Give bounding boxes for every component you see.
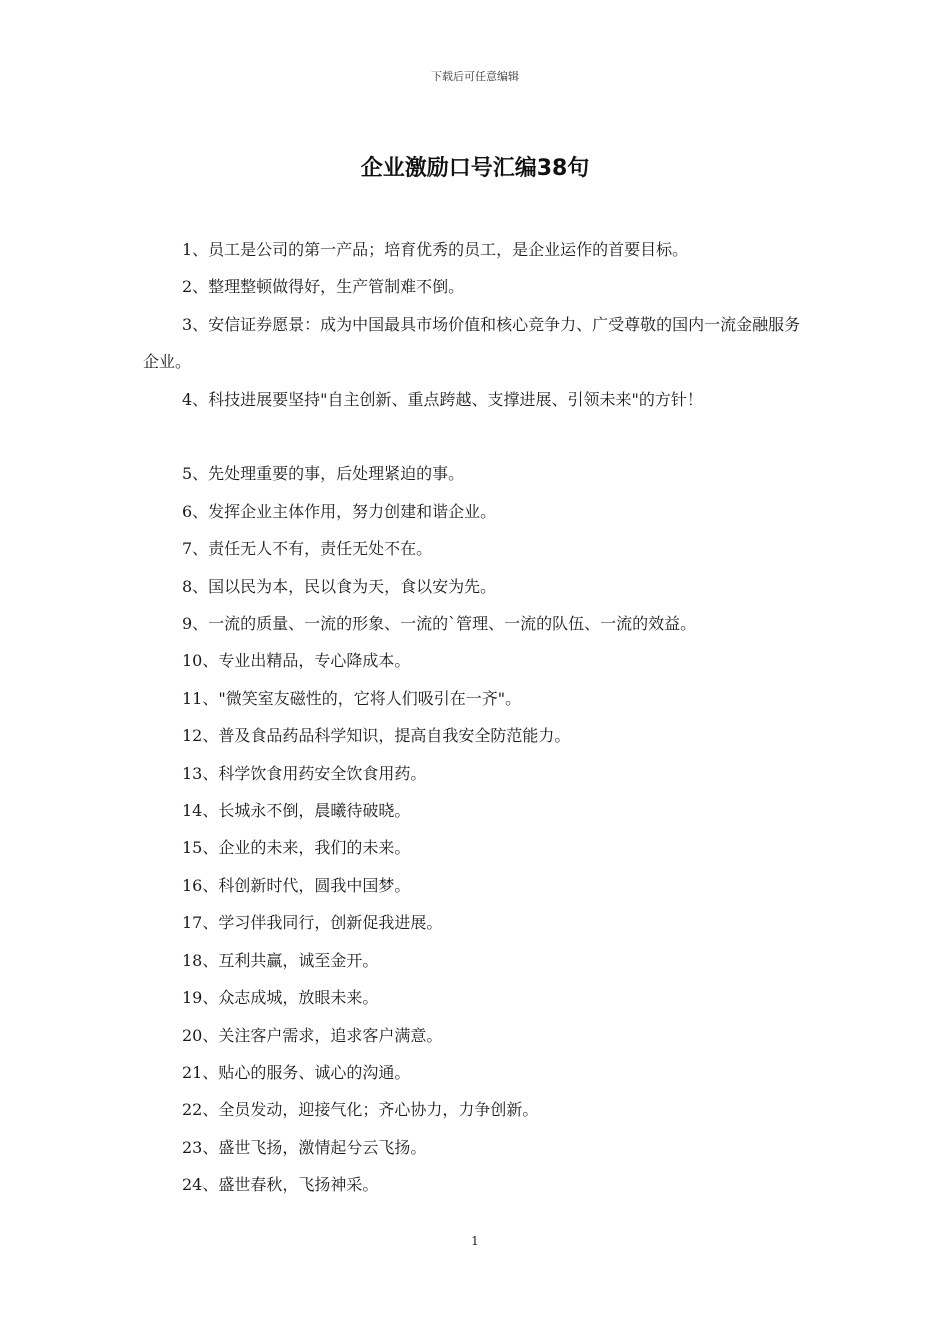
list-item: 6、发挥企业主体作用，努力创建和谐企业。 <box>182 501 497 521</box>
list-item: 17、学习伴我同行，创新促我进展。 <box>182 913 443 933</box>
list-item: 8、国以民为本，民以食为天，食以安为先。 <box>182 576 497 596</box>
list-item: 15、企业的未来，我们的未来。 <box>182 838 411 858</box>
list-item: 3、安信证券愿景：成为中国最具市场价值和核心竞争力、广受尊敬的国内一流金融服务企业。 <box>143 314 801 372</box>
page-number: 1 <box>471 1234 479 1248</box>
header-note: 下载后可任意编辑 <box>431 70 519 83</box>
list-item: 10、专业出精品，专心降成本。 <box>182 651 411 671</box>
list-item: 23、盛世飞扬，激情起兮云飞扬。 <box>182 1137 427 1157</box>
list-item: 13、科学饮食用药安全饮食用药。 <box>182 763 427 783</box>
list-item: 1、员工是公司的第一产品；培育优秀的员工，是企业运作的首要目标。 <box>182 240 689 259</box>
list-item: 18、互利共赢，诚至金开。 <box>182 950 379 970</box>
document-body <box>143 231 808 1204</box>
list-item: 16、科创新时代，圆我中国梦。 <box>182 875 411 895</box>
list-item: 12、普及食品药品科学知识，提高自我安全防范能力。 <box>182 726 571 746</box>
list-item: 9、一流的质量、一流的形象、一流的`管理、一流的队伍、一流的效益。 <box>182 614 697 634</box>
list-item: 24、盛世春秋，飞扬神采。 <box>182 1175 379 1195</box>
list-item: 21、贴心的服务、诚心的沟通。 <box>182 1062 411 1082</box>
paragraph-gap <box>143 418 808 455</box>
list-item: 11、"微笑室友磁性的，它将人们吸引在一齐"。 <box>182 688 522 708</box>
list-item: 22、全员发动，迎接气化；齐心协力，力争创新。 <box>182 1100 539 1120</box>
list-item: 5、先处理重要的事，后处理紧迫的事。 <box>182 464 465 484</box>
list-item: 2、整理整顿做得好，生产管制难不倒。 <box>182 277 465 297</box>
list-item: 20、关注客户需求，追求客户满意。 <box>182 1025 443 1045</box>
list-item: 19、众志成城，放眼未来。 <box>182 988 379 1008</box>
list-item: 4、科技进展要坚持"自主创新、重点跨越、支撑进展、引领未来"的方针！ <box>182 389 703 409</box>
list-item: 14、长城永不倒，晨曦待破晓。 <box>182 801 411 821</box>
list-item: 7、责任无人不有，责任无处不在。 <box>182 539 433 559</box>
page-title: 企业激励口号汇编38句 <box>360 156 590 181</box>
